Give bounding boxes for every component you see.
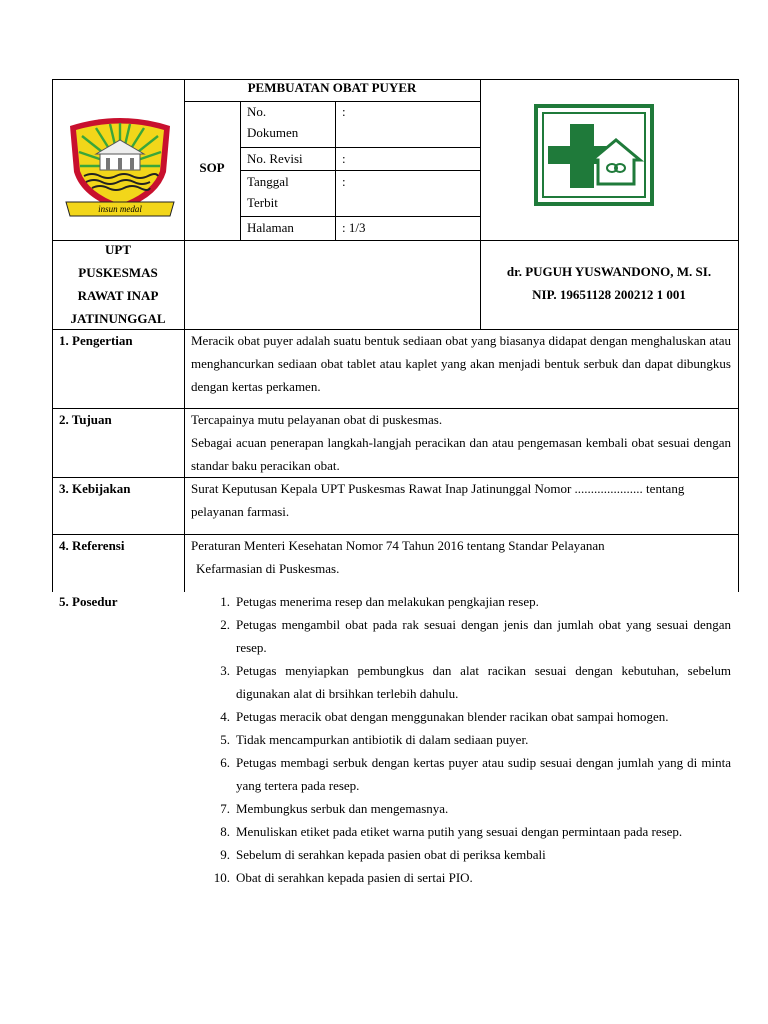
- field-value-halaman: : 1/3: [342, 220, 366, 235]
- step-number: 7.: [220, 801, 230, 816]
- section-text-kebijakan: Surat Keputusan Kepala UPT Puskesmas Rawat Inap Jatinunggal Nomor ..................... tentang pelayanan farmasi.: [191, 481, 685, 519]
- step-text: Tidak mencampurkan antibiotik di dalam sediaan puyer.: [236, 732, 529, 747]
- sop-label: SOP: [199, 160, 225, 175]
- field-label-tanggal-2: Terbit: [247, 195, 278, 210]
- document-title: PEMBUATAN OBAT PUYER: [247, 80, 417, 95]
- org-line-jatinunggal: JATINUNGGAL: [70, 311, 166, 326]
- puskesmas-logo: [534, 104, 654, 206]
- field-value-tanggal: :: [342, 174, 346, 189]
- section-label-referensi: 4. Referensi: [59, 538, 125, 553]
- signatory-nip: NIP. 19651128 200212 1 001: [532, 287, 686, 302]
- field-label-tanggal-1: Tanggal: [247, 174, 289, 189]
- step-number: 6.: [220, 755, 230, 770]
- field-label-no-dokumen-2: Dokumen: [247, 125, 299, 140]
- section-label-kebijakan: 3. Kebijakan: [59, 481, 131, 496]
- org-line-upt: UPT: [105, 242, 131, 257]
- step-text: Menuliskan etiket pada etiket warna putih yang sesuai dengan permintaan pada resep.: [236, 824, 683, 839]
- step-number: 3.: [220, 663, 230, 678]
- field-label-no-revisi: No. Revisi: [247, 151, 303, 166]
- step-text: Petugas menerima resep dan melakukan pengkajian resep.: [236, 594, 539, 609]
- field-value-no-dokumen: :: [342, 104, 346, 119]
- procedure-step: [196, 843, 731, 866]
- crest-banner-text: insun medal: [98, 204, 142, 214]
- field-value-no-revisi: :: [342, 151, 346, 166]
- procedure-step: [196, 820, 731, 843]
- step-text: Petugas meracik obat dengan menggunakan blender racikan obat sampai homogen.: [236, 709, 669, 724]
- section-label-tujuan: 2. Tujuan: [59, 412, 112, 427]
- org-line-puskesmas: PUSKESMAS: [78, 265, 158, 280]
- procedure-step: [196, 705, 731, 728]
- procedure-step: [196, 728, 731, 751]
- table-border-right: [738, 79, 739, 592]
- procedure-step: [196, 866, 731, 889]
- table-border-left: [52, 79, 53, 592]
- procedure-step: [196, 751, 731, 797]
- section-text-referensi-1: Peraturan Menteri Kesehatan Nomor 74 Tahun 2016 tentang Standar Pelayanan: [191, 538, 605, 553]
- step-text: Membungkus serbuk dan mengemasnya.: [236, 801, 449, 816]
- field-label-halaman: Halaman: [247, 220, 294, 235]
- step-text: Petugas mengambil obat pada rak sesuai dengan jenis dan jumlah obat yang sesuai dengan resep.: [236, 617, 731, 655]
- step-text: Petugas membagi serbuk dengan kertas puyer atau sudip sesuai dengan jumlah yang di minta yang tertera pada resep.: [236, 755, 731, 793]
- step-text: Petugas menyiapkan pembungkus dan alat racikan sesuai dengan kebutuhan, sebelum digunakan alat di brsihkan terlebih dahulu.: [236, 663, 731, 701]
- procedure-step: [196, 613, 731, 659]
- step-number: 1.: [220, 594, 230, 609]
- section-text-tujuan-1: Tercapainya mutu pelayanan obat di puskesmas.: [191, 412, 443, 427]
- step-number: 9.: [220, 847, 230, 862]
- step-text: Sebelum di serahkan kepada pasien obat di periksa kembali: [236, 847, 546, 862]
- puskesmas-cross-icon: [534, 104, 654, 206]
- step-number: 8.: [220, 824, 230, 839]
- section-label-pengertian: 1. Pengertian: [59, 333, 133, 348]
- field-label-no-dokumen-1: No.: [247, 104, 267, 119]
- step-number: 5.: [220, 732, 230, 747]
- step-number: 10.: [213, 870, 230, 885]
- section-label-prosedur: 5. Posedur: [59, 594, 118, 609]
- sumedang-crest-logo: [62, 114, 178, 224]
- procedure-step: [196, 797, 731, 820]
- step-number: 4.: [220, 709, 230, 724]
- procedure-step: [196, 590, 731, 613]
- section-text-pengertian: Meracik obat puyer adalah suatu bentuk sediaan obat yang biasanya didapat dengan menghaluskan atau menghancurkan sediaan obat tablet atau kaplet yang akan menjadi bentuk serbuk dan dapat dibungkus dengan kertas perkamen.: [191, 333, 731, 394]
- signatory-name: dr. PUGUH YUSWANDONO, M. SI.: [506, 264, 712, 279]
- procedure-steps-list: [196, 590, 731, 889]
- procedure-step: [196, 659, 731, 705]
- section-text-referensi-2: Kefarmasian di Puskesmas.: [196, 561, 340, 576]
- row-line-title: [184, 101, 480, 102]
- step-text: Obat di serahkan kepada pasien di sertai PIO.: [236, 870, 473, 885]
- org-line-rawat-inap: RAWAT INAP: [77, 288, 159, 303]
- step-number: 2.: [220, 617, 230, 632]
- section-text-tujuan-2: Sebagai acuan penerapan langkah-langjah peracikan dan atau pengemasan kembali obat sesuai dengan standar baku peracikan obat.: [191, 435, 731, 473]
